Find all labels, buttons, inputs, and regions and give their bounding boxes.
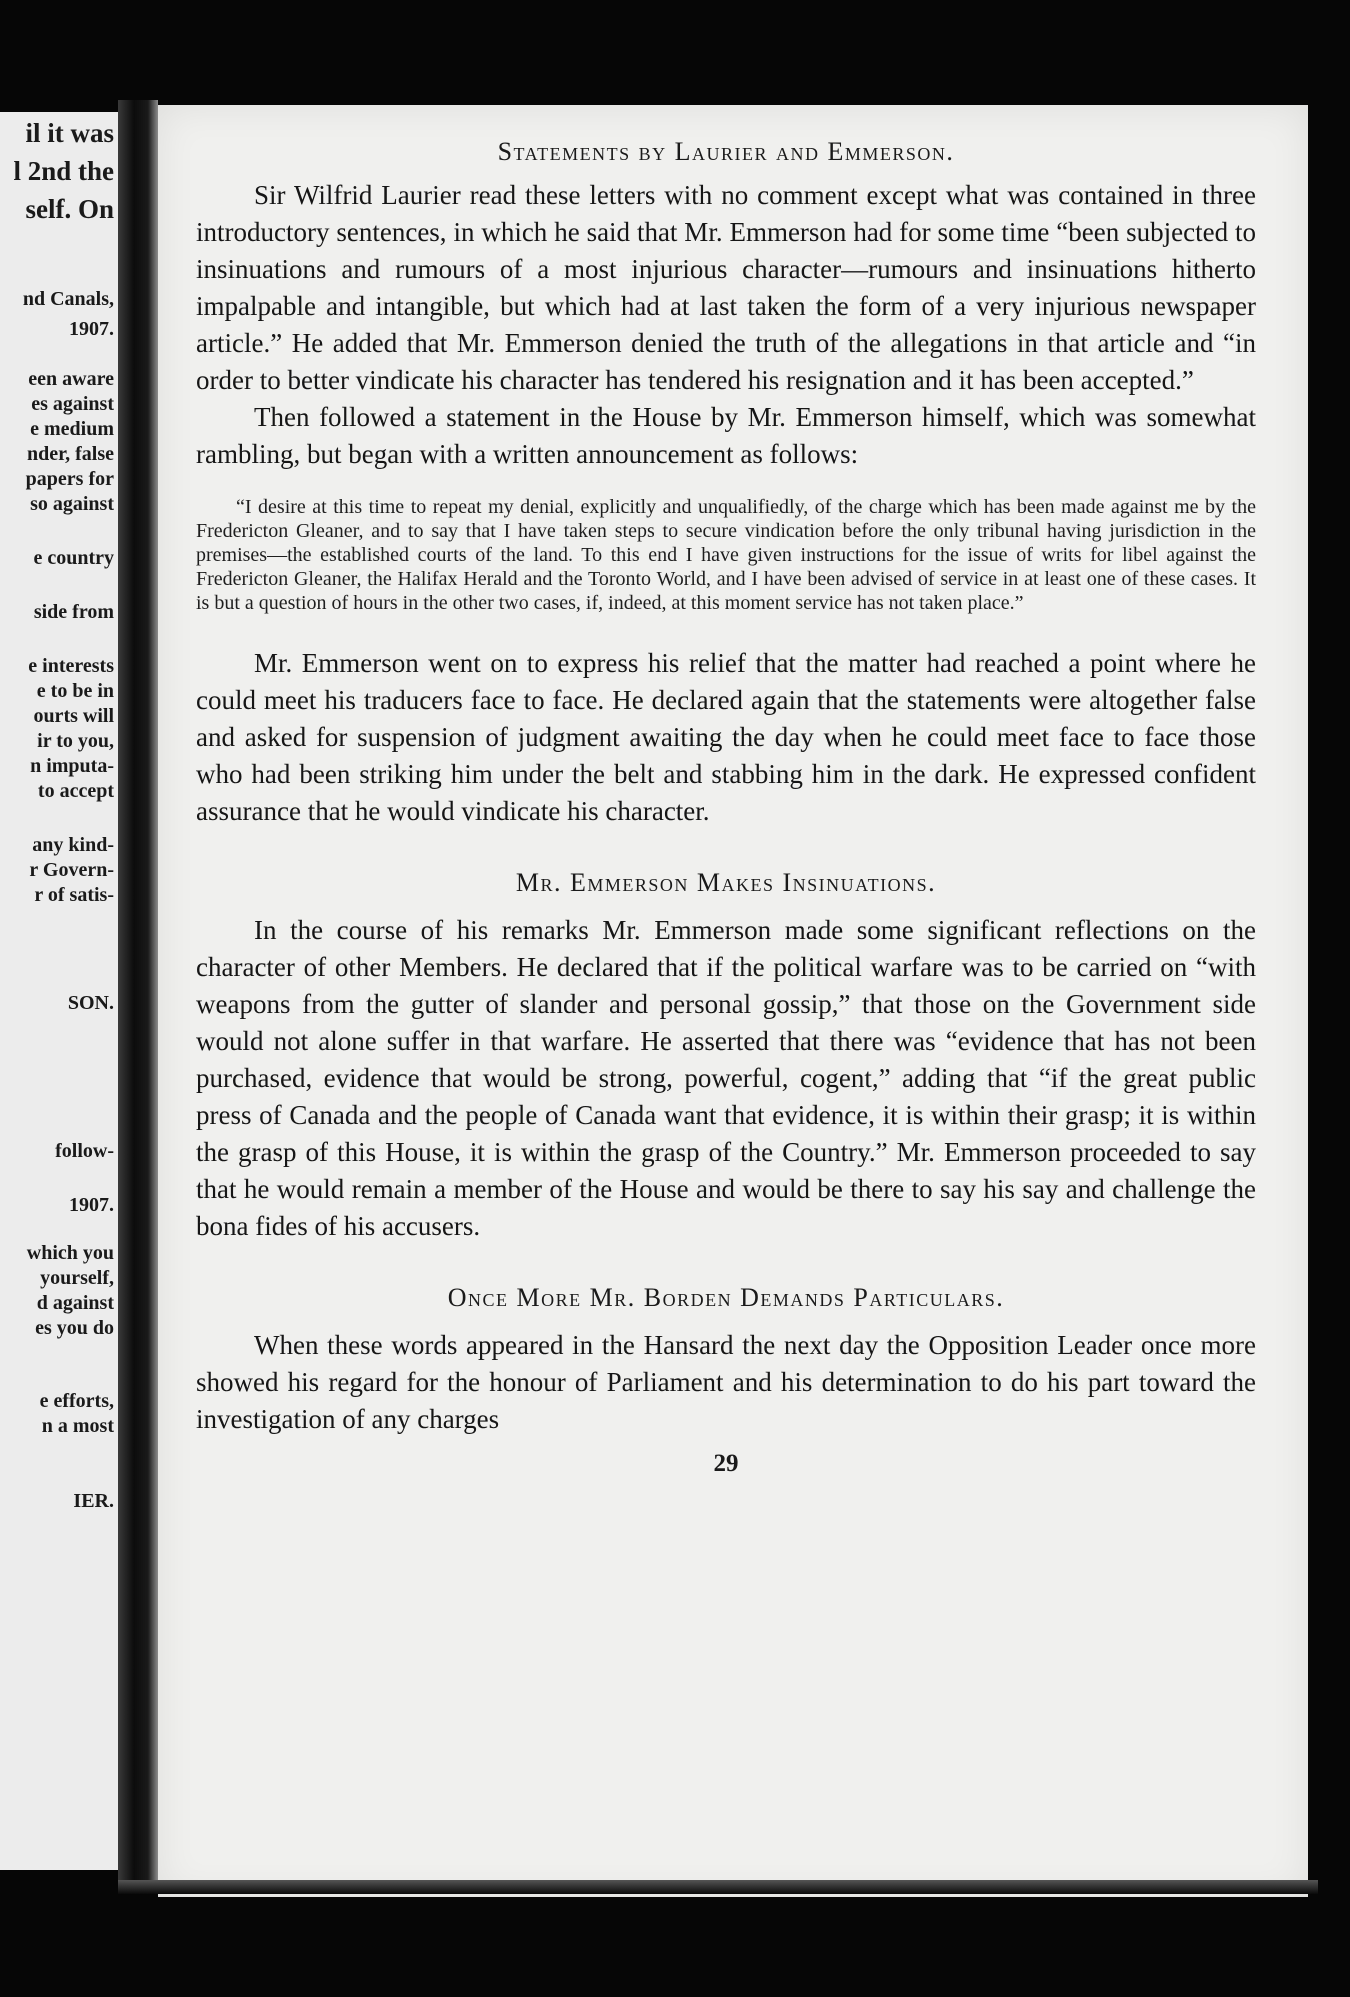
left-page-line: side from <box>33 601 114 623</box>
left-page-line: l 2nd the <box>13 156 114 186</box>
paragraph-emmerson-statement-intro: Then followed a statement in the House by Mr. Emmerson himself, which was somewhat rambling, but began with a written announcement as follows: <box>196 402 1256 469</box>
left-page-line: e country <box>33 547 114 569</box>
left-page-line: any kind- <box>32 834 114 856</box>
left-page-line: ourts will <box>33 705 114 727</box>
left-page-line: which you <box>26 1242 114 1264</box>
page-bottom-edge <box>118 1880 1318 1894</box>
left-page-line: IER. <box>73 1490 114 1512</box>
section-heading-borden-demands: Once More Mr. Borden Demands Particulars. <box>447 1283 1005 1312</box>
page-content <box>196 137 1256 1478</box>
left-page-line: e interests <box>28 655 114 677</box>
section-heading-statements: Statements by Laurier and Emmerson. <box>497 137 955 166</box>
left-page-line: e to be in <box>36 680 114 702</box>
left-page-line: follow- <box>55 1140 114 1162</box>
left-page-line: to accept <box>37 780 114 802</box>
left-page-line: een aware <box>28 368 114 390</box>
left-page-line: 1907. <box>69 318 114 340</box>
paragraph-emmerson-relief: Mr. Emmerson went on to express his relief that the matter had reached a point where he could meet his traducers face to face. He declared again that the statements were altogether false and asked for suspension of judgment awaiting the day when he could meet face to face those who had been striking him under the belt and stabbing him in the dark. He expressed confident assurance that he would vindicate his character. <box>196 648 1256 826</box>
left-page-line: es against <box>31 393 114 415</box>
left-facing-page <box>0 112 120 1870</box>
left-page-line: n imputa- <box>30 755 114 777</box>
left-page-line: nd Canals, <box>22 288 114 310</box>
left-page-line: n a most <box>41 1415 114 1437</box>
paragraph-emmerson-remarks: In the course of his remarks Mr. Emmerson made some significant reflections on the character of other Members. He declared that if the political warfare was to be carried on “with weapons from the gutter of slander and personal gossip,” that those on the Government side would not alone suffer in that warfare. He asserted that there was “evidence that has not been purchased, evidence that would be strong, powerful, cogent,” adding that “if the great public press of Canada and the people of Canada want that evidence, it is within their grasp; it is within the grasp of this House, it is within the grasp of the Country.” Mr. Emmerson proceeded to say that he would remain a member of the House and would be there to say his say and challenge the bona fides of his accusers. <box>196 915 1256 1241</box>
left-page-line: es you do <box>35 1317 114 1339</box>
left-page-line: papers for <box>25 468 114 490</box>
paragraph-laurier-comment: Sir Wilfrid Laurier read these letters with no comment except what was contained in three introductory sentences, in which he said that Mr. Emmerson had for some time “been subjected to insinuations and rumours of a most injurious character—rumours and insinuations hitherto impalpable and intangible, but which had at last taken the form of a very injurious newspaper article.” He added that Mr. Emmerson denied the truth of the allegations in that article and “in order to better vindicate his character has tendered his resignation and it has been accepted.” <box>196 180 1256 395</box>
left-page-line: self. On <box>25 194 114 224</box>
block-quote-emmerson-announcement: “I desire at this time to repeat my denial, explicitly and unqualifiedly, of the charge which has been made against me by the Fredericton Gleaner, and to say that I have taken steps to secure vindication before the only tribunal having jurisdiction in the premises—the established courts of the land. To this end I have given instructions for the issue of writs for libel against the Fredericton Gleaner, the Halifax Herald and the Toronto World, and I have been advised of service in at least one of these cases. It is but a question of hours in the other two cases, if, indeed, at this moment service has not taken place.” <box>196 496 1256 614</box>
left-page-line: SON. <box>67 992 114 1014</box>
left-page-line: e efforts, <box>39 1390 114 1412</box>
left-page-line: il it was <box>25 118 114 148</box>
paragraph-hansard-next-day: When these words appeared in the Hansard the next day the Opposition Leader once more showed his regard for the honour of Parliament and his determination to do his part toward the investigation of any charges <box>196 1330 1256 1434</box>
left-page-line: r of satis- <box>34 884 114 906</box>
left-page-line: ir to you, <box>37 730 114 752</box>
left-page-line: 1907. <box>69 1194 114 1216</box>
left-page-line: so against <box>30 493 114 515</box>
main-page <box>158 105 1308 1897</box>
left-page-line: yourself, <box>40 1267 114 1289</box>
left-page-line: e medium <box>30 418 114 440</box>
left-page-line: d against <box>36 1292 114 1314</box>
book-gutter <box>118 100 158 1880</box>
section-heading-insinuations: Mr. Emmerson Makes Insinuations. <box>515 868 937 897</box>
left-page-line: nder, false <box>26 443 114 465</box>
page-number: 29 <box>713 1450 739 1477</box>
left-page-line: r Govern- <box>29 859 114 881</box>
